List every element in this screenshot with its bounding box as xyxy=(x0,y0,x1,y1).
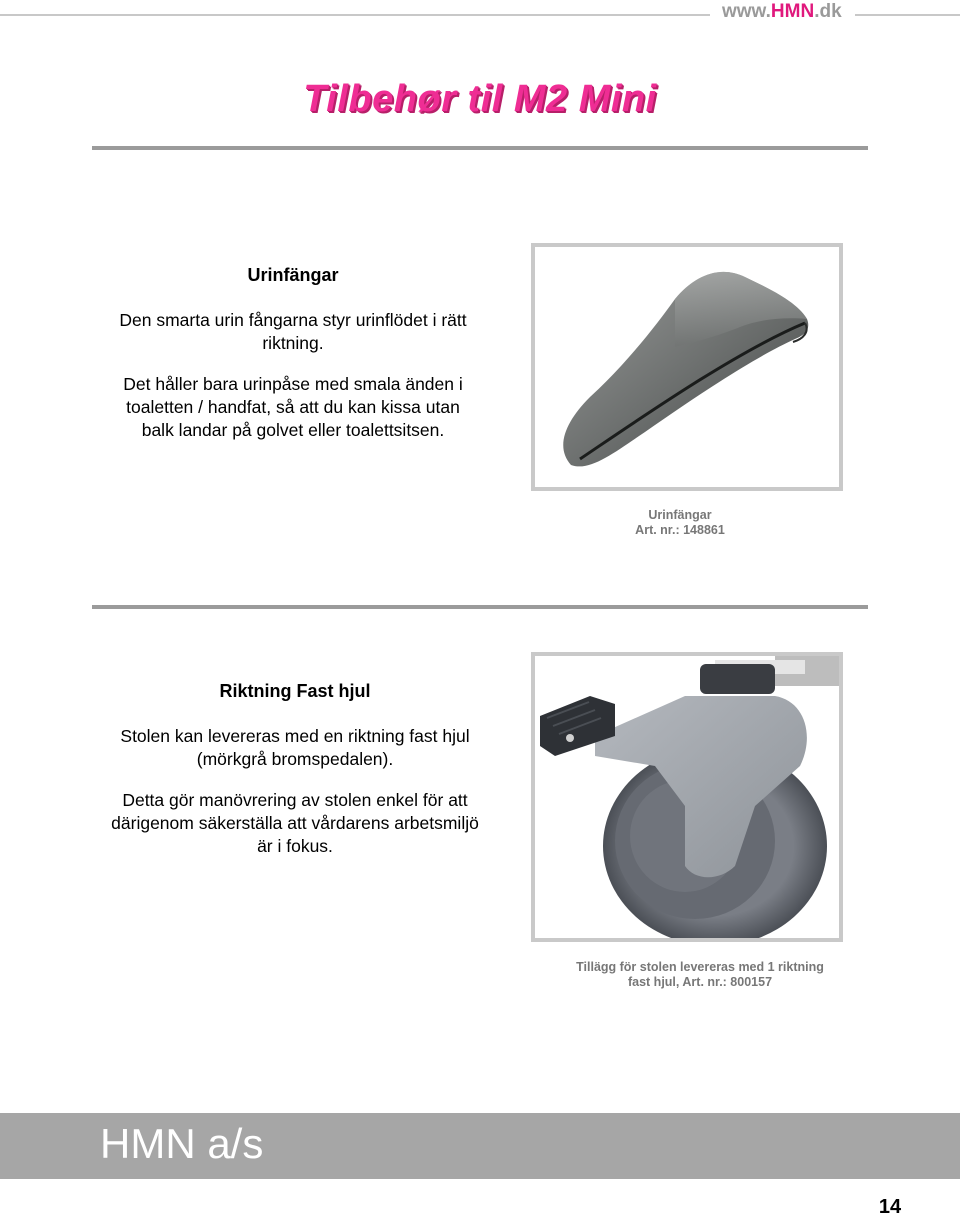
caption-title: Urinfängar xyxy=(648,508,712,522)
page-number: 14 xyxy=(878,1196,902,1218)
section-paragraph: Den smarta urin fångarna styr urinflödet i rätt riktning. xyxy=(119,310,467,353)
site-url[interactable] xyxy=(722,0,842,24)
section-paragraph: Detta gör manövrering av stolen enkel för att därigenom säkerställa att vårdarens arbetsmiljö är i fokus. xyxy=(111,790,479,856)
photo-caption xyxy=(600,508,760,538)
section-urinfangar xyxy=(108,264,478,460)
caption-title: Tillägg för stolen levereras med 1 riktning xyxy=(576,960,824,974)
urine-catcher-photo xyxy=(531,243,843,491)
caption-article-number: fast hjul, Art. nr.: 800157 xyxy=(627,975,773,989)
header-rule-right xyxy=(855,14,960,16)
caption-article-number: Art. nr.: 148861 xyxy=(635,523,725,537)
photo-caption xyxy=(540,960,860,990)
divider xyxy=(92,146,868,150)
castor-wheel-photo xyxy=(531,652,843,942)
divider xyxy=(92,605,868,609)
page-title: Tilbehør til M2 Mini xyxy=(303,78,657,120)
site-url-prefix: www. xyxy=(722,1,771,22)
castor-wheel-icon xyxy=(535,656,839,938)
section-paragraph: Det håller bara urinpåse med smala änden i toaletten / handfat, så att du kan kissa utan balk landar på golvet eller toalettsitsen. xyxy=(123,374,463,440)
section-paragraph: Stolen kan levereras med en riktning fast hjul (mörkgrå bromspedalen). xyxy=(120,726,470,769)
section-fast-hjul xyxy=(110,680,480,876)
urine-catcher-icon xyxy=(535,247,839,487)
site-url-suffix: .dk xyxy=(814,1,842,22)
header-rule-left xyxy=(0,14,710,16)
section-heading: Urinfängar xyxy=(247,265,339,285)
site-url-brand: HMN xyxy=(770,1,815,22)
footer-company-name: HMN a/s xyxy=(100,1120,264,1167)
section-heading: Riktning Fast hjul xyxy=(219,681,371,701)
